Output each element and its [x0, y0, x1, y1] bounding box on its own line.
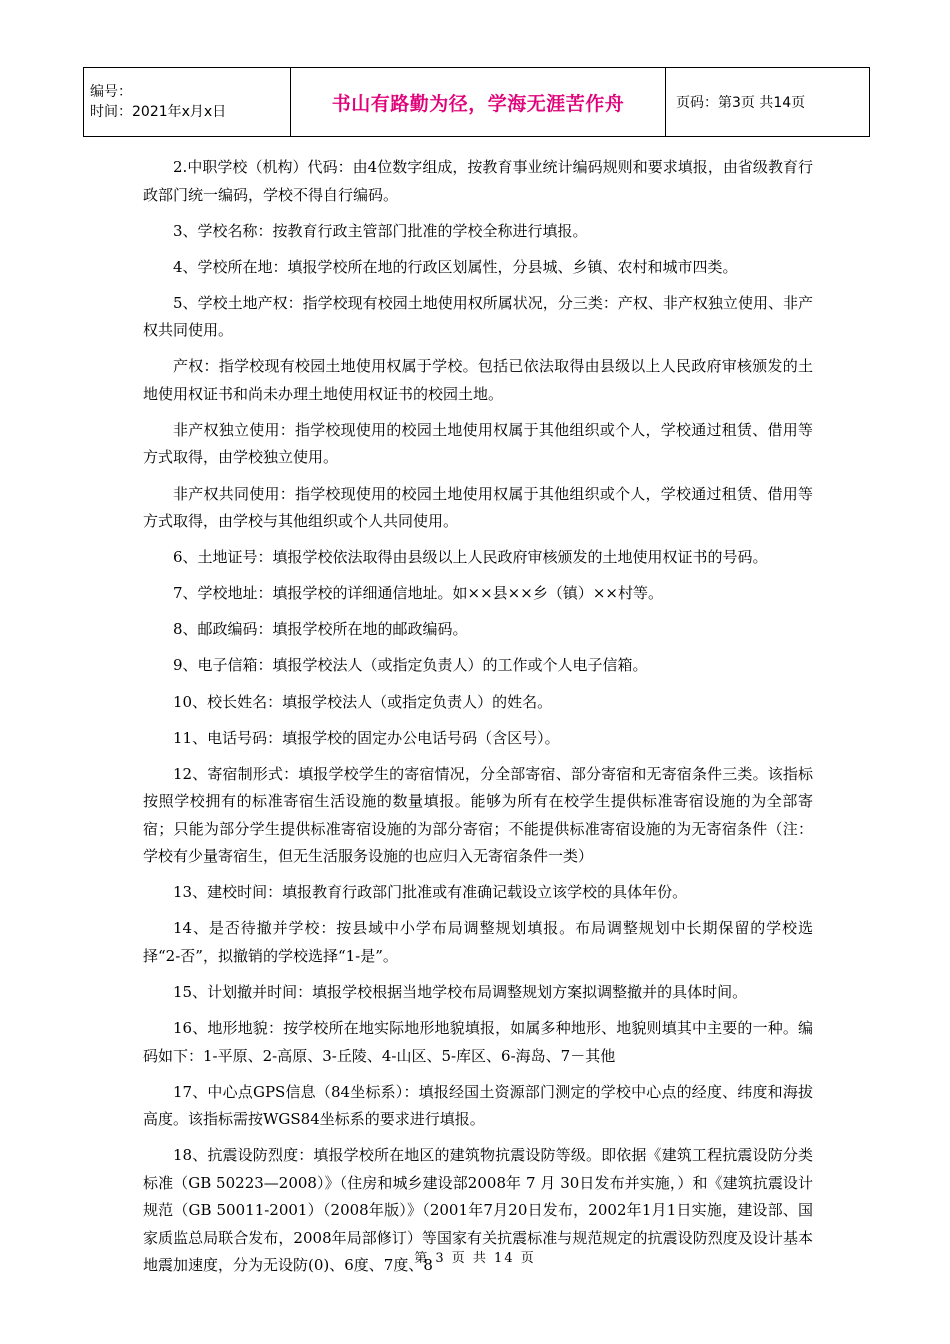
header-table: [83, 67, 870, 137]
paragraph: 15、计划撤并时间：填报学校根据当地学校布局调整规划方案拟调整撤并的具体时间。: [173, 983, 748, 1001]
document-number-label: 编号：: [90, 84, 132, 100]
document-time-label: 时间：2021年x月x日: [90, 104, 227, 120]
paragraph: 4、学校所在地：填报学校所在地的行政区划属性，分县城、乡镇、农村和城市四类。: [173, 257, 738, 276]
paragraph: 9、电子信箱：填报学校法人（或指定负责人）的工作或个人电子信箱。: [173, 656, 648, 675]
paragraph: 2.中职学校（机构）代码：由4位数字组成，按教育事业统计编码规则和要求填报，由省级教育行政部门统一编码，学校不得自行编码。: [143, 158, 813, 204]
paragraph: 产权：指学校现有校园土地使用权属于学校。包括已依法取得由县级以上人民政府审核颁发的土地使用权证书和尚未办理土地使用权证书的校园土地。: [143, 357, 813, 403]
paragraph: 11、电话号码：填报学校的固定办公电话号码（含区号）。: [173, 728, 560, 747]
paragraph: 非产权独立使用：指学校现使用的校园土地使用权属于其他组织或个人，学校通过租赁、借用等方式取得，由学校独立使用。: [143, 420, 813, 467]
paragraph: 14、是否待撤并学校：按县域中小学布局调整规划填报。布局调整规划中长期保留的学校选择“2-否”，拟撤销的学校选择“1-是”。: [143, 919, 813, 965]
header-page-info: 页码：第3页 共14页: [666, 68, 870, 137]
paragraph: 8、邮政编码：填报学校所在地的邮政编码。: [173, 620, 468, 639]
paragraph: 17、中心点GPS信息（84坐标系）：填报经国土资源部门测定的学校中心点的经度、纬度和海拔高度。该指标需按WGS84坐标系的要求进行填报。: [143, 1082, 813, 1129]
paragraph: 6、土地证号：填报学校依法取得由县级以上人民政府审核颁发的土地使用权证书的号码。: [173, 548, 768, 567]
page-footer: 第 3 页 共 14 页: [414, 1251, 536, 1266]
paragraph: 16、地形地貌：按学校所在地实际地形地貌填报，如属多种地形、地貌则填其中主要的一种。编码如下：1-平原、2-高原、3-丘陵、4-山区、5-库区、6-海岛、7－其他: [143, 1019, 813, 1065]
paragraph: 18、抗震设防烈度：填报学校所在地区的建筑物抗震设防等级。即依据《建筑工程抗震设防分类标准（GB 50223—2008）》（住房和城乡建设部2008年 7 月 30日发布并实施，）和《建筑抗震设计规范（GB 50011-2001）（2008年版）》（2001年7月20日发布，2002年1月1日实施，建设部、国家质监总局联合发布，2008年局部修订）等国家有关抗震标准与规范规定的抗震设防烈度及设计基本地震加速度，分为无设防(0)、6度、7度、8: [143, 1146, 813, 1275]
document-body: [143, 154, 813, 1288]
paragraph: 12、寄宿制形式：填报学校学生的寄宿情况，分全部寄宿、部分寄宿和无寄宿条件三类。该指标按照学校拥有的标准寄宿生活设施的数量填报。能够为所有在校学生提供标准寄宿设施的为全部寄宿；只能为部分学生提供标准寄宿设施的为部分寄宿；不能提供标准寄宿设施的为无寄宿条件（注：学校有少量寄宿生，但无生活服务设施的也应归入无寄宿条件一类）: [143, 764, 813, 866]
paragraph: 7、学校地址：填报学校的详细通信地址。如××县××乡（镇）××村等。: [173, 584, 663, 603]
header-meta-cell: [84, 68, 291, 137]
paragraph: 10、校长姓名：填报学校法人（或指定负责人）的姓名。: [173, 692, 553, 711]
paragraph: 5、学校土地产权：指学校现有校园土地使用权所属状况，分三类：产权、非产权独立使用、非产权共同使用。: [143, 293, 813, 340]
paragraph: 13、建校时间：填报教育行政部门批准或有准确记载设立该学校的具体年份。: [173, 883, 688, 902]
paragraph: 非产权共同使用：指学校现使用的校园土地使用权属于其他组织或个人，学校通过租赁、借用等方式取得，由学校与其他组织或个人共同使用。: [143, 484, 813, 531]
paragraph: 3、学校名称：按教育行政主管部门批准的学校全称进行填报。: [173, 221, 588, 240]
header-motto: 书山有路勤为径，学海无涯苦作舟: [291, 68, 666, 137]
